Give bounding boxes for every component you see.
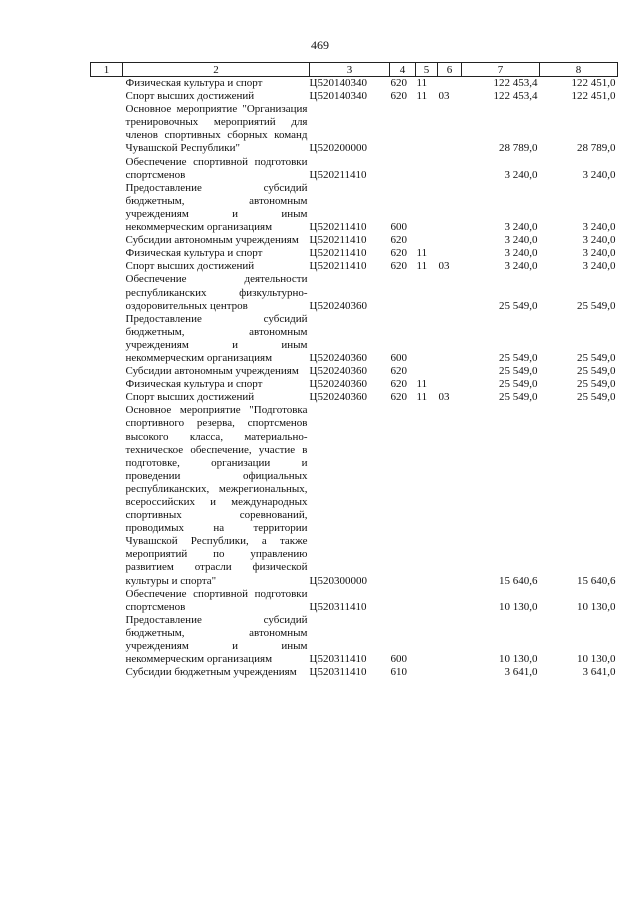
- cell-code: Ц520240360: [309, 351, 367, 364]
- cell-amount-1: 3 240,0: [504, 221, 538, 234]
- cell-amount-1: 122 453,4: [493, 77, 538, 89]
- cell-expense-type: 620: [390, 234, 407, 247]
- cell-index: [91, 260, 123, 273]
- header-col-8: 8: [540, 63, 618, 77]
- table-row: [91, 90, 618, 103]
- cell-expense-type: 620: [390, 90, 407, 103]
- cell-subsection: [438, 313, 462, 365]
- cell-name: Спорт высших достижений: [125, 260, 255, 273]
- cell-subsection: 03: [438, 391, 450, 404]
- cell-expense-type: 620: [390, 378, 407, 391]
- cell-subsection: [438, 247, 462, 260]
- cell-name: Физическая культура и спорт: [125, 378, 263, 391]
- cell-subsection: [438, 378, 462, 391]
- cell-amount-2: 3 240,0: [582, 168, 616, 181]
- cell-code: Ц520140340: [309, 90, 367, 103]
- cell-name: Физическая культура и спорт: [125, 77, 263, 89]
- cell-subsection: [438, 156, 462, 182]
- cell-expense-type: 620: [390, 365, 407, 378]
- cell-amount-1: 10 130,0: [499, 600, 538, 613]
- header-row: [91, 63, 618, 77]
- header-col-3: 3: [310, 63, 390, 77]
- table-row: [91, 313, 618, 365]
- table-row: [91, 182, 618, 234]
- cell-amount-1: 25 549,0: [499, 391, 538, 404]
- cell-index: [91, 103, 123, 155]
- cell-index: [91, 365, 123, 378]
- table-row: [91, 103, 618, 155]
- cell-index: [91, 234, 123, 247]
- cell-code: Ц520211410: [309, 260, 367, 273]
- cell-index: [91, 588, 123, 614]
- cell-amount-1: 3 641,0: [504, 666, 538, 679]
- cell-index: [91, 391, 123, 404]
- cell-subsection: [438, 614, 462, 666]
- cell-index: [91, 614, 123, 666]
- cell-amount-2: 3 240,0: [582, 234, 616, 247]
- cell-expense-type: [390, 404, 416, 587]
- cell-index: [91, 77, 123, 91]
- cell-index: [91, 666, 123, 679]
- cell-amount-1: 3 240,0: [504, 234, 538, 247]
- cell-amount-2: 3 240,0: [582, 260, 616, 273]
- cell-amount-1: 122 453,4: [493, 90, 538, 103]
- cell-amount-1: 3 240,0: [504, 260, 538, 273]
- cell-amount-2: 122 451,0: [571, 90, 616, 103]
- cell-amount-2: 122 451,0: [571, 77, 616, 89]
- cell-code: Ц520240360: [309, 299, 367, 312]
- cell-section: 11: [416, 247, 428, 260]
- cell-index: [91, 156, 123, 182]
- cell-code: Ц520211410: [309, 247, 367, 260]
- cell-subsection: 03: [438, 260, 450, 273]
- cell-name: Обеспечение спортивной подготовки спортсменов: [125, 155, 308, 181]
- cell-expense-type: [390, 156, 416, 182]
- cell-expense-type: [390, 588, 416, 614]
- cell-expense-type: [390, 103, 416, 155]
- cell-expense-type: 620: [390, 260, 407, 273]
- cell-name: Субсидии автономным учреждениям: [125, 365, 299, 378]
- cell-amount-1: 10 130,0: [499, 653, 538, 666]
- cell-name: Основное мероприятие "Организация тренировочных мероприятий для членов спортивных сборных команд Чувашской Республики": [125, 103, 308, 155]
- cell-amount-2: 25 549,0: [577, 365, 616, 378]
- cell-section: [416, 313, 438, 365]
- cell-expense-type: 600: [390, 653, 407, 666]
- cell-amount-1: 25 549,0: [499, 299, 538, 312]
- cell-amount-2: 25 549,0: [577, 391, 616, 404]
- cell-amount-2: 25 549,0: [577, 351, 616, 364]
- cell-section: 11: [416, 260, 428, 273]
- cell-amount-1: 3 240,0: [504, 247, 538, 260]
- cell-section: [416, 103, 438, 155]
- cell-section: [416, 614, 438, 666]
- table-row: [91, 378, 618, 391]
- cell-name: Основное мероприятие "Подготовка спортивного резерва, спортсменов высокого класса, материально-техническое обеспечение, участие в подготовке, организации и проведении официальных республиканских, межрегиональных, всероссийских и международных спортивных соревнований, проводимых на территории Чувашской Республики, а также мероприятий по управлению развитием отрасли физической культуры и спорта": [125, 404, 308, 587]
- cell-subsection: [438, 182, 462, 234]
- table-row: [91, 588, 618, 614]
- header-col-1: 1: [91, 63, 123, 77]
- cell-amount-1: 25 549,0: [499, 378, 538, 391]
- cell-amount-1: 15 640,6: [499, 574, 538, 587]
- cell-name: Субсидии автономным учреждениям: [125, 234, 299, 247]
- cell-amount-2: 10 130,0: [577, 653, 616, 666]
- cell-code: Ц520240360: [309, 378, 367, 391]
- table-row: [91, 273, 618, 312]
- cell-section: [416, 666, 438, 679]
- table-row: [91, 404, 618, 587]
- cell-expense-type: 620: [390, 247, 407, 260]
- cell-index: [91, 273, 123, 312]
- cell-subsection: [438, 273, 462, 312]
- cell-expense-type: 620: [390, 77, 407, 89]
- cell-name: Предоставление субсидий бюджетным, автономным учреждениям и иным некоммерческим организациям: [125, 312, 308, 364]
- cell-code: Ц520211410: [309, 221, 367, 234]
- cell-code: Ц520311410: [309, 600, 367, 613]
- cell-index: [91, 378, 123, 391]
- cell-code: Ц520211410: [309, 168, 367, 181]
- header-col-4: 4: [390, 63, 416, 77]
- cell-amount-2: 25 549,0: [577, 378, 616, 391]
- table-row: [91, 156, 618, 182]
- cell-amount-1: 28 789,0: [499, 142, 538, 155]
- cell-name: Спорт высших достижений: [125, 391, 255, 404]
- table-row: [91, 247, 618, 260]
- cell-expense-type: 600: [390, 221, 407, 234]
- cell-expense-type: 610: [390, 666, 407, 679]
- cell-section: [416, 273, 438, 312]
- table-row: [91, 614, 618, 666]
- cell-index: [91, 404, 123, 587]
- cell-amount-2: 10 130,0: [577, 600, 616, 613]
- cell-amount-1: 25 549,0: [499, 365, 538, 378]
- header-col-5: 5: [416, 63, 438, 77]
- cell-amount-2: 3 240,0: [582, 247, 616, 260]
- table-body: [91, 77, 618, 680]
- cell-section: [416, 365, 438, 378]
- cell-name: Предоставление субсидий бюджетным, автономным учреждениям и иным некоммерческим организациям: [125, 613, 308, 666]
- cell-expense-type: 620: [390, 391, 407, 404]
- cell-code: Ц520200000: [309, 142, 367, 155]
- cell-name: Физическая культура и спорт: [125, 247, 263, 260]
- table-header: [91, 63, 618, 77]
- cell-amount-2: 28 789,0: [577, 142, 616, 155]
- cell-section: [416, 156, 438, 182]
- cell-expense-type: 600: [390, 351, 407, 364]
- cell-subsection: [438, 77, 462, 91]
- cell-code: Ц520311410: [309, 653, 367, 666]
- cell-amount-2: 25 549,0: [577, 299, 616, 312]
- cell-subsection: [438, 404, 462, 587]
- cell-amount-2: 15 640,6: [577, 574, 616, 587]
- table-row: [91, 666, 618, 679]
- cell-name: Субсидии бюджетным учреждениям: [125, 666, 297, 679]
- table-row: [91, 260, 618, 273]
- cell-code: Ц520300000: [309, 574, 367, 587]
- header-col-2: 2: [123, 63, 310, 77]
- cell-index: [91, 182, 123, 234]
- cell-subsection: [438, 666, 462, 679]
- table-row: [91, 391, 618, 404]
- page-number: 469: [311, 38, 329, 52]
- budget-table: [90, 62, 618, 679]
- cell-name: Обеспечение деятельности республиканских физкультурно-оздоровительных центров: [125, 273, 308, 312]
- cell-code: Ц520211410: [309, 234, 367, 247]
- cell-code: Ц520240360: [309, 365, 367, 378]
- cell-name: Обеспечение спортивной подготовки спортсменов: [125, 587, 308, 613]
- cell-amount-1: 25 549,0: [499, 351, 538, 364]
- cell-code: Ц520311410: [309, 666, 367, 679]
- cell-section: 11: [416, 77, 428, 89]
- table-row: [91, 77, 618, 91]
- cell-section: 11: [416, 391, 428, 404]
- cell-expense-type: [390, 273, 416, 312]
- cell-index: [91, 247, 123, 260]
- cell-amount-2: 3 240,0: [582, 221, 616, 234]
- table-row: [91, 234, 618, 247]
- cell-amount-1: 3 240,0: [504, 168, 538, 181]
- cell-code: Ц520140340: [309, 77, 367, 89]
- cell-name: Предоставление субсидий бюджетным, автономным учреждениям и иным некоммерческим организациям: [125, 181, 308, 234]
- cell-section: 11: [416, 378, 428, 391]
- cell-subsection: [438, 365, 462, 378]
- cell-section: [416, 588, 438, 614]
- cell-section: [416, 182, 438, 234]
- header-col-7: 7: [462, 63, 540, 77]
- cell-subsection: 03: [438, 90, 450, 103]
- cell-section: 11: [416, 90, 428, 103]
- cell-section: [416, 404, 438, 587]
- cell-index: [91, 313, 123, 365]
- cell-subsection: [438, 588, 462, 614]
- cell-subsection: [438, 234, 462, 247]
- table-row: [91, 365, 618, 378]
- cell-index: [91, 90, 123, 103]
- cell-name: Спорт высших достижений: [125, 90, 255, 103]
- cell-section: [416, 234, 438, 247]
- header-col-6: 6: [438, 63, 462, 77]
- cell-code: Ц520240360: [309, 391, 367, 404]
- cell-subsection: [438, 103, 462, 155]
- cell-amount-2: 3 641,0: [582, 666, 616, 679]
